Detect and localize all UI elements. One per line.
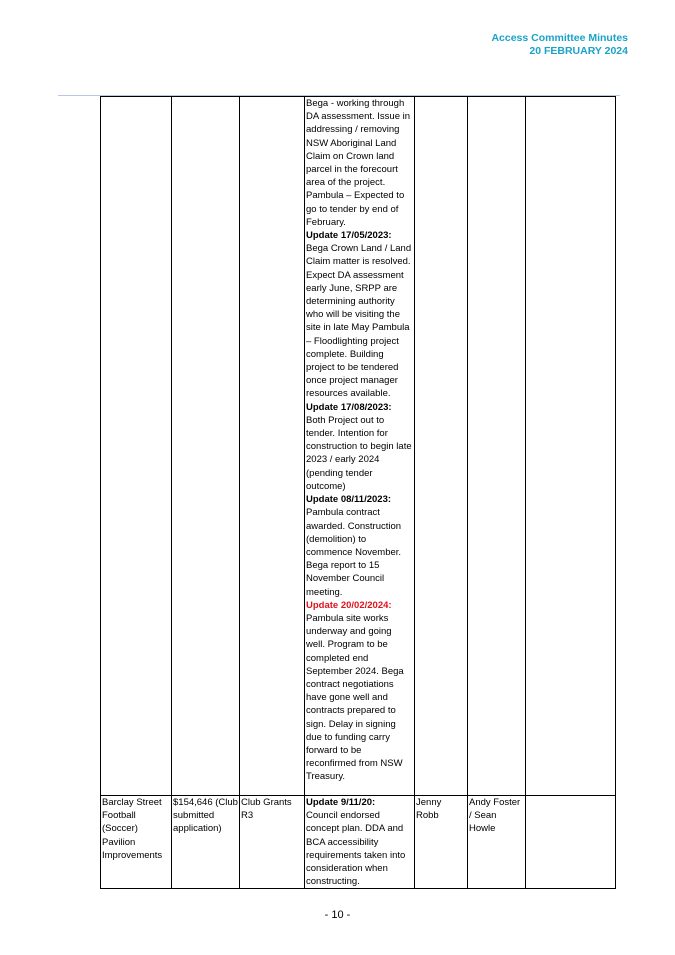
cell-amount	[172, 97, 240, 796]
cell-notes	[305, 97, 415, 796]
document-header	[491, 32, 628, 58]
cell-project: Barclay Street Football (Soccer) Pavilion Improvements	[101, 796, 172, 889]
update-text: Pambula contract awarded. Construction (demolition) to commence November. Bega report to 15 November Council meeting.	[306, 507, 402, 598]
header-date: 20 FEBRUARY 2024	[529, 45, 628, 57]
table-row	[101, 97, 616, 796]
cell-funding	[240, 97, 305, 796]
notes-intro: Bega - working through DA assessment. Issue in addressing / removing NSW Aboriginal Land Claim on Crown land parcel in the forecourt area of the project. Pambula – Expected to go to tender by end of February.	[306, 98, 411, 228]
cell-extra	[526, 796, 616, 889]
cell-funding: Club Grants R3	[240, 796, 305, 889]
cell-officer: Jenny Robb	[415, 796, 468, 889]
update-label: Update 17/05/2023:	[306, 230, 392, 242]
cell-extra	[526, 97, 616, 796]
cell-notes	[305, 796, 415, 889]
update-label-latest: Update 20/02/2024:	[306, 599, 392, 611]
update-text: Pambula site works underway and going well. Program to be completed end September 2024. Bega contract negotiations have gone well and contracts prepared to sign. Delay in signing due to funding carry forward to be reconfirmed from NSW Treasury.	[306, 612, 404, 783]
page-number: - 10 -	[324, 909, 351, 921]
update-label: Update 08/11/2023:	[306, 494, 392, 506]
table-row	[101, 796, 616, 889]
update-label: Update 9/11/20:	[306, 797, 376, 808]
update-text: Both Project out to tender. Intention for construction to begin late 2023 / early 2024 (pending tender outcome)	[306, 414, 412, 492]
update-text: Bega Crown Land / Land Claim matter is resolved. Expect DA assessment early June, SRPP are determining authority who will be visiting the site in late May Pambula – Floodlighting project complete. Building project to be tendered once project manager resources available.	[306, 243, 412, 400]
cell-officer	[415, 97, 468, 796]
update-label: Update 17/08/2023:	[306, 401, 392, 413]
header-title: Access Committee Minutes	[491, 32, 628, 44]
cell-amount: $154,646 (Club submitted application)	[172, 796, 240, 889]
cell-project	[101, 97, 172, 796]
update-text: Council endorsed concept plan. DDA and BCA accessibility requirements taken into consideration when constructing.	[306, 810, 406, 888]
minutes-table	[100, 96, 616, 889]
cell-contact: Andy Foster / Sean Howle	[468, 796, 526, 889]
cell-contact	[468, 97, 526, 796]
